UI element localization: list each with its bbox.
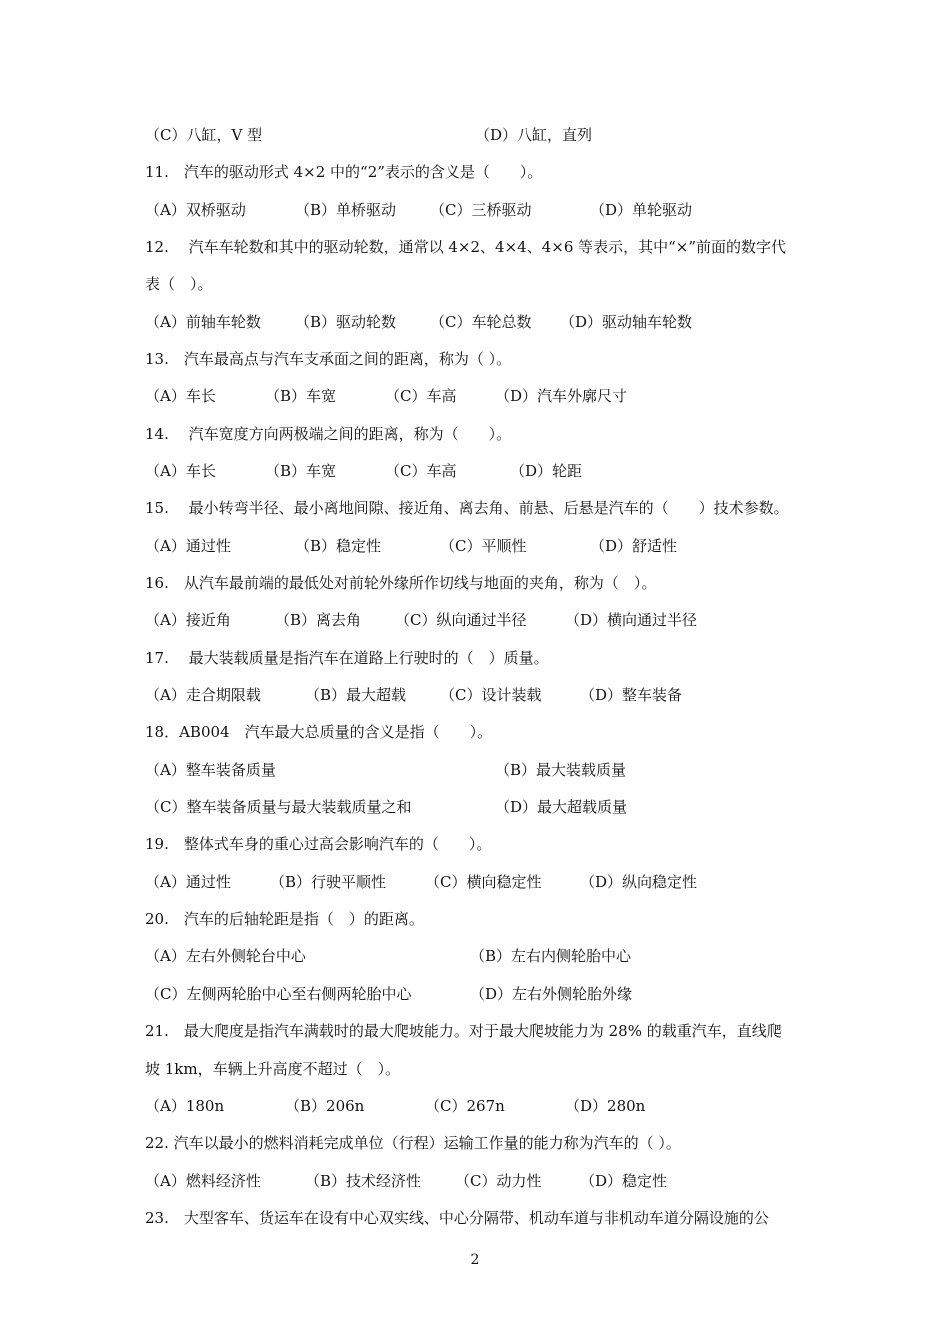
- option-item: （C）车高: [385, 462, 457, 480]
- option-item: （D）280n: [565, 1097, 646, 1115]
- option-item: （D）舒适性: [590, 537, 678, 555]
- option-item: （D）最大超载质量: [495, 798, 628, 816]
- option-item: （C）车高: [385, 387, 457, 405]
- question-text: 21. 最大爬度是指汽车满载时的最大爬坡能力。对于最大爬坡能力为 28% 的载重汽车，直线爬: [145, 1022, 782, 1040]
- question-text: 14. 汽车宽度方向两极端之间的距离，称为（ ）。: [145, 425, 512, 443]
- question-text: 表（ ）。: [145, 275, 213, 293]
- option-item: （D）汽车外廓尺寸: [495, 387, 628, 405]
- option-item: （C）平顺性: [440, 537, 527, 555]
- option-item: （C）动力性: [455, 1172, 542, 1190]
- option-item: （B）车宽: [265, 387, 337, 405]
- option-item: （B）最大超载: [305, 686, 407, 704]
- option-item: （A）通过性: [145, 873, 231, 891]
- option-item: （A）通过性: [145, 537, 231, 555]
- option-item: （B）离去角: [275, 611, 362, 629]
- option-item: （C）横向稳定性: [425, 873, 542, 891]
- option-item: （A）燃料经济性: [145, 1172, 261, 1190]
- option-item: （C）纵向通过半径: [395, 611, 527, 629]
- option-item: （A）双桥驱动: [145, 201, 246, 219]
- option-item: （D）轮距: [510, 462, 583, 480]
- option-item: （B）206n: [285, 1097, 365, 1115]
- option-item: （C）八缸，V 型: [145, 126, 263, 144]
- option-item: （B）技术经济性: [305, 1172, 422, 1190]
- option-item: （A）车长: [145, 462, 216, 480]
- option-item: （D）纵向稳定性: [580, 873, 698, 891]
- option-item: （D）横向通过半径: [565, 611, 698, 629]
- option-item: （C）267n: [425, 1097, 505, 1115]
- option-item: （D）左右外侧轮胎外缘: [470, 985, 633, 1003]
- option-item: （B）行驶平顺性: [270, 873, 387, 891]
- option-item: （C）车轮总数: [430, 313, 532, 331]
- option-item: （C）整车装备质量与最大装载质量之和: [145, 798, 412, 816]
- option-item: （B）单桥驱动: [295, 201, 397, 219]
- option-item: （A）前轴车轮数: [145, 313, 261, 331]
- option-item: （C）三桥驱动: [430, 201, 532, 219]
- option-item: （D）稳定性: [580, 1172, 668, 1190]
- option-item: （D）八缸，直列: [475, 126, 593, 144]
- question-text: 19. 整体式车身的重心过高会影响汽车的（ ）。: [145, 835, 492, 853]
- question-text: 坡 1km，车辆上升高度不超过（ ）。: [145, 1060, 401, 1078]
- option-item: （A）接近角: [145, 611, 231, 629]
- option-item: （A）180n: [145, 1097, 225, 1115]
- option-item: （C）设计装载: [440, 686, 542, 704]
- question-text: 20. 汽车的后轴轮距是指（ ）的距离。: [145, 910, 424, 928]
- option-item: （D）整车装备: [580, 686, 683, 704]
- option-item: （B）最大装载质量: [495, 761, 627, 779]
- option-item: （B）车宽: [265, 462, 337, 480]
- option-item: （A）走合期限载: [145, 686, 261, 704]
- option-item: （D）单轮驱动: [590, 201, 693, 219]
- question-text: 17. 最大装载质量是指汽车在道路上行驶时的（ ）质量。: [145, 649, 549, 667]
- option-item: （B）稳定性: [295, 537, 382, 555]
- question-text: 12. 汽车车轮数和其中的驱动轮数，通常以 4×2、4×4、4×6 等表示，其中“×”前面的数字代: [145, 238, 787, 256]
- page-number: 2: [470, 1252, 480, 1268]
- option-item: （A）车长: [145, 387, 216, 405]
- question-text: 15. 最小转弯半径、最小离地间隙、接近角、离去角、前悬、后悬是汽车的（ ）技术参数。: [145, 499, 789, 517]
- question-text: 11. 汽车的驱动形式 4×2 中的“2”表示的含义是（ ）。: [145, 163, 543, 181]
- option-item: （B）左右内侧轮胎中心: [470, 947, 632, 965]
- option-item: （C）左侧两轮胎中心至右侧两轮胎中心: [145, 985, 412, 1003]
- option-item: （A）整车装备质量: [145, 761, 276, 779]
- option-item: （A）左右外侧轮台中心: [145, 947, 306, 965]
- option-item: （B）驱动轮数: [295, 313, 397, 331]
- question-text: 22. 汽车以最小的燃料消耗完成单位（行程）运输工作量的能力称为汽车的（ ）。: [145, 1134, 681, 1152]
- question-text: 23. 大型客车、货运车在设有中心双实线、中心分隔带、机动车道与非机动车道分隔设施的公: [145, 1209, 769, 1227]
- question-text: 13. 汽车最高点与汽车支承面之间的距离，称为（ ）。: [145, 350, 512, 368]
- question-text: 16. 从汽车最前端的最低处对前轮外缘所作切线与地面的夹角，称为（ ）。: [145, 574, 657, 592]
- option-item: （D）驱动轴车轮数: [560, 313, 693, 331]
- question-text: 18．AB004 汽车最大总质量的含义是指（ ）。: [145, 723, 493, 741]
